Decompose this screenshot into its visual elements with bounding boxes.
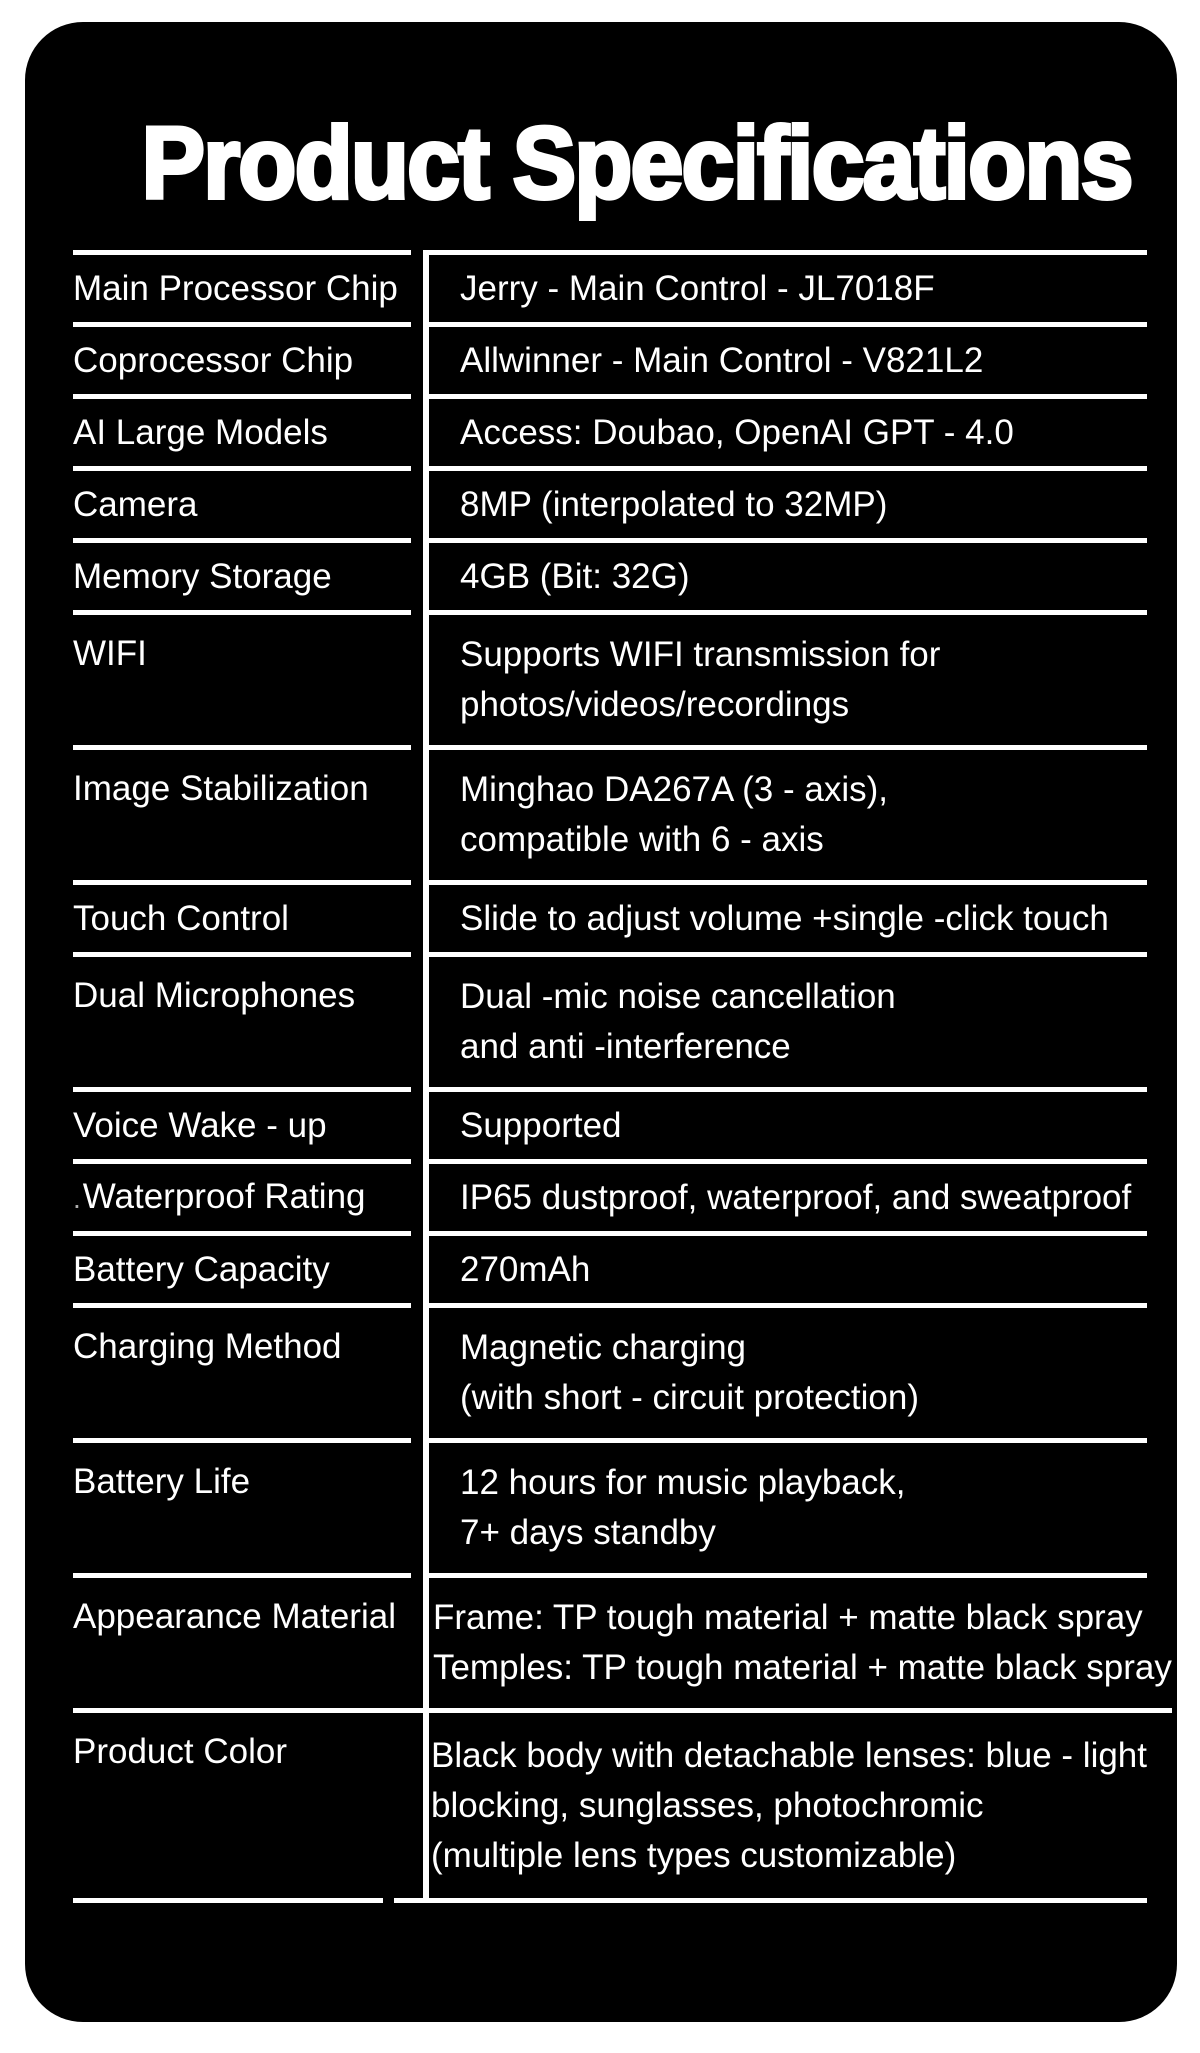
value-line: Supports WIFI transmission for (460, 635, 941, 674)
row-label (73, 885, 411, 957)
value-line: IP65 dustproof, waterproof, and sweatproof (460, 1177, 1132, 1217)
row-value (423, 1308, 1147, 1443)
column-divider (423, 255, 429, 1898)
value-line: 12 hours for music playback, (460, 1463, 906, 1502)
table-row (73, 1092, 1147, 1164)
row-label (73, 543, 411, 615)
border-gap (411, 885, 423, 957)
row-label (73, 615, 411, 750)
row-label-text: Image Stabilization (73, 769, 369, 808)
page-title (106, 106, 1132, 220)
value-line: Frame: TP tough material + matte black spray (432, 1598, 1143, 1637)
table-rows (73, 255, 1172, 1903)
border-gap (411, 543, 423, 615)
table-row (73, 1443, 1147, 1578)
row-value (423, 543, 1147, 615)
table-row (73, 1236, 1147, 1308)
border-gap (411, 1092, 423, 1164)
table-row (73, 327, 1147, 399)
row-label-text: Touch Control (73, 898, 289, 938)
value-line: and anti -interference (460, 1027, 791, 1066)
value-line: Black body with detachable lenses: blue - light (431, 1735, 1147, 1775)
row-label (73, 1308, 411, 1443)
border-gap (411, 471, 423, 543)
table-row (73, 255, 1147, 327)
row-label (73, 327, 411, 399)
border-gap (411, 750, 423, 885)
border-gap (411, 327, 423, 399)
row-label-text: WIFI (73, 634, 147, 673)
row-label (73, 957, 411, 1092)
value-line: photos/videos/recordings (460, 685, 850, 724)
row-label-text: Coprocessor Chip (73, 340, 354, 380)
value-line: (multiple lens types customizable) (431, 1835, 957, 1875)
row-value (423, 1443, 1147, 1578)
value-line: 4GB (Bit: 32G) (460, 556, 690, 596)
value-line: Jerry - Main Control - JL7018F (460, 268, 935, 308)
row-value (396, 1578, 1172, 1713)
border-gap (411, 1164, 423, 1236)
row-value (423, 255, 1147, 327)
row-label (73, 1236, 411, 1308)
row-label (73, 255, 411, 327)
stray-dot: . (73, 1182, 81, 1214)
row-label-text: Memory Storage (73, 556, 332, 596)
row-value (423, 327, 1147, 399)
value-line: (with short - circuit protection) (460, 1378, 920, 1417)
row-label (73, 1092, 411, 1164)
value-line: 270mAh (460, 1249, 591, 1289)
border-gap (411, 1308, 423, 1443)
row-value (423, 615, 1147, 750)
table-row (73, 615, 1147, 750)
table-row (73, 543, 1147, 615)
row-value (423, 885, 1147, 957)
value-line: Allwinner - Main Control - V821L2 (460, 340, 984, 380)
row-label (73, 1443, 411, 1578)
row-label (73, 471, 411, 543)
border-gap (411, 1443, 423, 1578)
row-value (394, 1713, 1147, 1903)
value-line: Temples: TP tough material + matte black spray (432, 1648, 1172, 1687)
spec-card (25, 22, 1177, 2022)
row-label (73, 1578, 396, 1713)
row-label (73, 1164, 411, 1236)
table-row (73, 471, 1147, 543)
value-line: 8MP (interpolated to 32MP) (460, 484, 888, 524)
row-value (423, 1092, 1147, 1164)
table-row (73, 1164, 1147, 1236)
row-label-text: Voice Wake - up (73, 1105, 327, 1145)
value-line: Magnetic charging (460, 1328, 746, 1367)
table-row (73, 885, 1147, 957)
value-line: Access: Doubao, OpenAI GPT - 4.0 (460, 412, 1014, 452)
row-value (423, 750, 1147, 885)
row-label-text: Camera (73, 484, 198, 524)
row-label-text: Charging Method (73, 1327, 342, 1366)
row-label-text: Battery Life (73, 1462, 251, 1501)
border-gap (411, 399, 423, 471)
value-line: blocking, sunglasses, photochromic (431, 1785, 984, 1825)
row-label (73, 1713, 383, 1903)
row-label-text: .Waterproof Rating (73, 1176, 366, 1216)
row-label (73, 750, 411, 885)
row-label-text: Battery Capacity (73, 1249, 330, 1289)
row-label-text: Product Color (73, 1732, 287, 1771)
value-line: Minghao DA267A (3 - axis), (460, 770, 888, 809)
value-line: Supported (460, 1105, 622, 1145)
row-value (423, 471, 1147, 543)
border-gap (411, 957, 423, 1092)
border-gap (411, 1236, 423, 1308)
table-row (73, 1578, 1172, 1713)
row-label-text: Appearance Material (73, 1597, 396, 1636)
border-gap (411, 615, 423, 750)
row-label-text: Main Processor Chip (73, 268, 398, 308)
table-row (73, 750, 1147, 885)
row-label-text: AI Large Models (73, 412, 328, 452)
border-gap (411, 255, 423, 327)
row-label-text: Dual Microphones (73, 976, 356, 1015)
value-line: compatible with 6 - axis (460, 820, 824, 859)
page-title-text: Product Specifications (141, 106, 1132, 220)
row-value (423, 1164, 1147, 1236)
row-value (423, 957, 1147, 1092)
value-line: Slide to adjust volume +single -click touch (460, 898, 1109, 938)
value-line: Dual -mic noise cancellation (460, 977, 896, 1016)
spec-table (73, 250, 1172, 1903)
table-row (73, 957, 1147, 1092)
table-row (73, 1308, 1147, 1443)
row-label (73, 399, 411, 471)
border-gap (383, 1713, 394, 1903)
row-value (423, 399, 1147, 471)
table-row (73, 1713, 1147, 1903)
value-line: 7+ days standby (460, 1513, 716, 1552)
row-value (423, 1236, 1147, 1308)
table-row (73, 399, 1147, 471)
